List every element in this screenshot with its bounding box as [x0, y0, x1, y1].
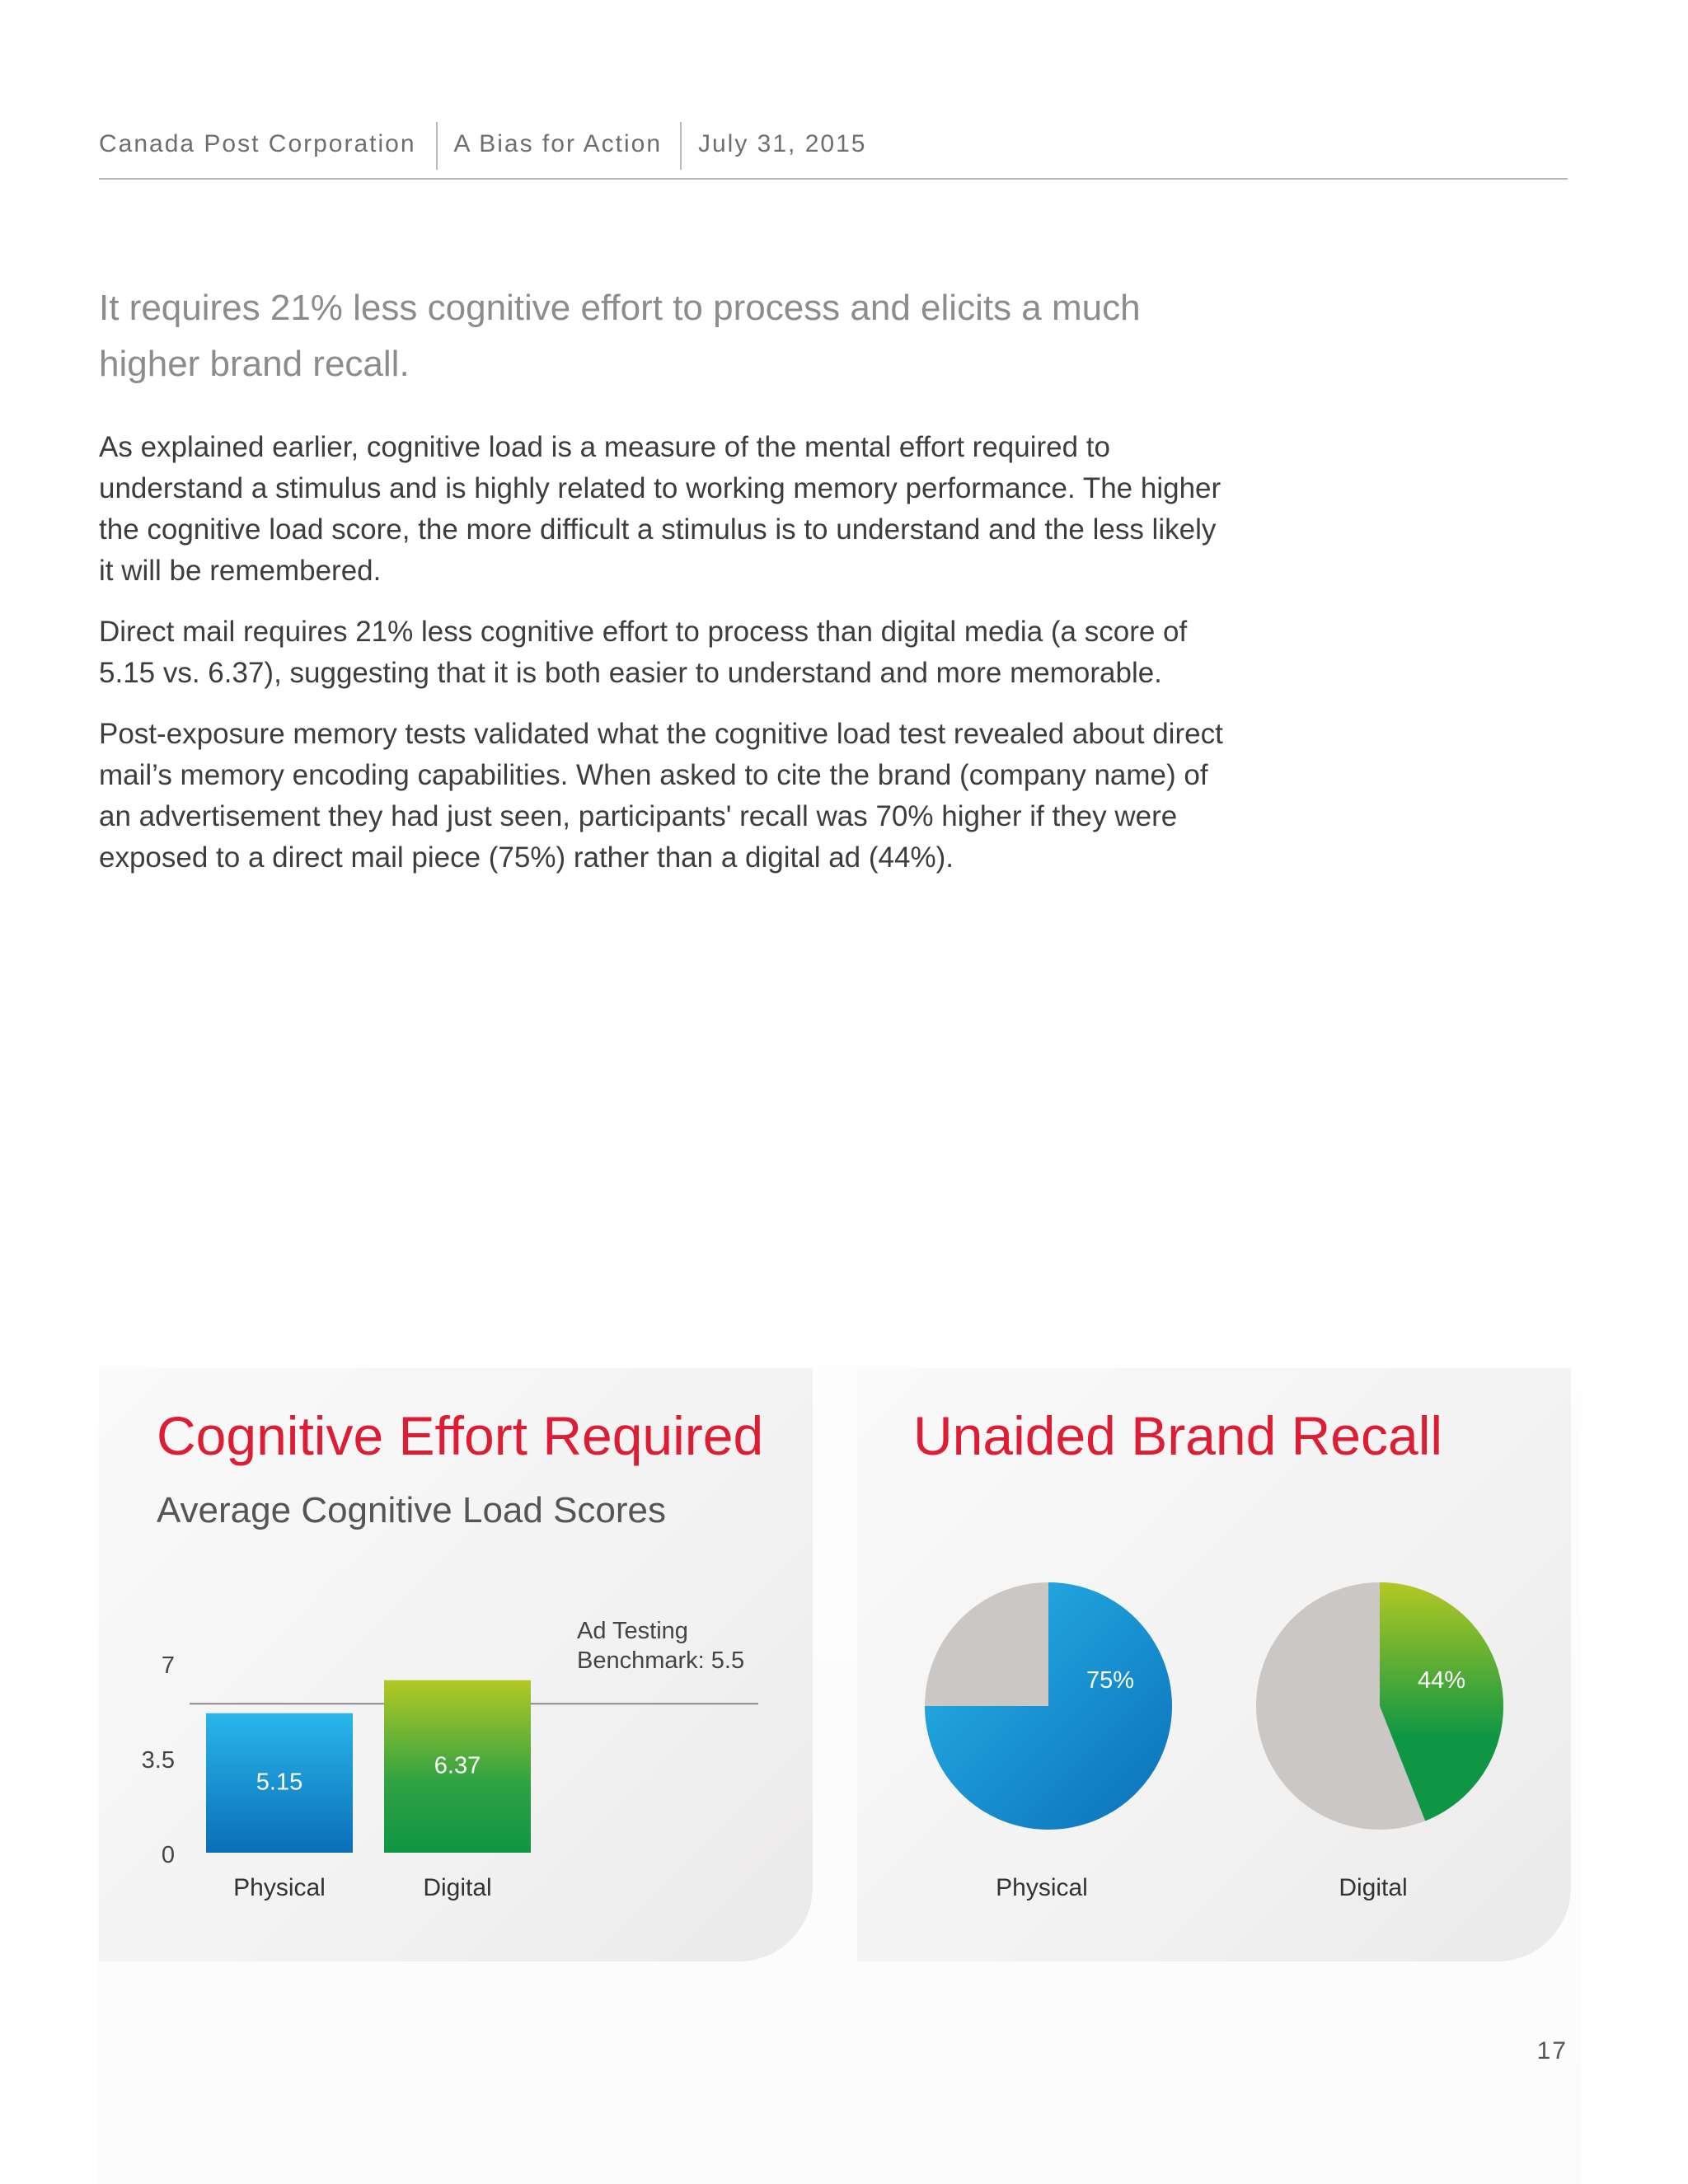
header-org: Canada Post Corporation [99, 130, 416, 157]
lead-statement: It requires 21% less cognitive effort to process and elicits a much higher brand recall. [99, 288, 1141, 384]
body-text [99, 427, 1236, 898]
bar-chart-subtitle: Average Cognitive Load Scores [157, 1490, 667, 1530]
page-header [99, 122, 1568, 180]
bar-chart [99, 1368, 813, 1961]
bar-value-label: 5.15 [256, 1769, 303, 1796]
pie-value-label: 44% [1417, 1667, 1466, 1694]
pie-category-label: Physical [996, 1874, 1088, 1901]
pie-chart-title: Unaided Brand Recall [913, 1405, 1443, 1466]
header-report-title: A Bias for Action [436, 122, 680, 170]
benchmark-label-line2: Benchmark: 5.5 [577, 1647, 745, 1674]
benchmark-label-line1: Ad Testing [577, 1618, 688, 1644]
page-number: 17 [1536, 2037, 1568, 2064]
paragraph-3: Post-exposure memory tests validated what the cognitive load test revealed about direct mail’s memory encoding capabilities. When asked to cite the brand (company name) of an advertisement they had just seen, participants' recall was 70% higher if they were exposed to a direct mail piece (75%) rather than a digital ad (44%). [99, 718, 1223, 874]
pie-value-label: 75% [1085, 1667, 1135, 1694]
x-category-label: Digital [423, 1874, 492, 1901]
x-category-label: Physical [233, 1874, 326, 1901]
pie-category-label: Digital [1339, 1874, 1408, 1901]
header-date: July 31, 2015 [680, 122, 866, 170]
bar-value-label: 6.37 [434, 1752, 481, 1779]
bar-chart-title: Cognitive Effort Required [157, 1405, 764, 1466]
y-tick-label: 7 [161, 1652, 175, 1679]
paragraph-1: As explained earlier, cognitive load is a measure of the mental effort required to understand a stimulus and is highly related to working memory performance. The higher the cognitive load score, the more difficult a stimulus is to understand and the less likely it will be remembered. [99, 431, 1221, 587]
y-tick-label: 3.5 [141, 1747, 175, 1774]
brand-recall-panel [857, 1368, 1571, 1961]
pie-charts [857, 1368, 1571, 1961]
y-tick-label: 0 [161, 1842, 175, 1868]
paragraph-2: Direct mail requires 21% less cognitive effort to process than digital media (a score of 5.15 vs. 6.37), suggesting that it is both easier to understand and more memorable. [99, 616, 1188, 689]
cognitive-effort-panel [99, 1368, 813, 1961]
